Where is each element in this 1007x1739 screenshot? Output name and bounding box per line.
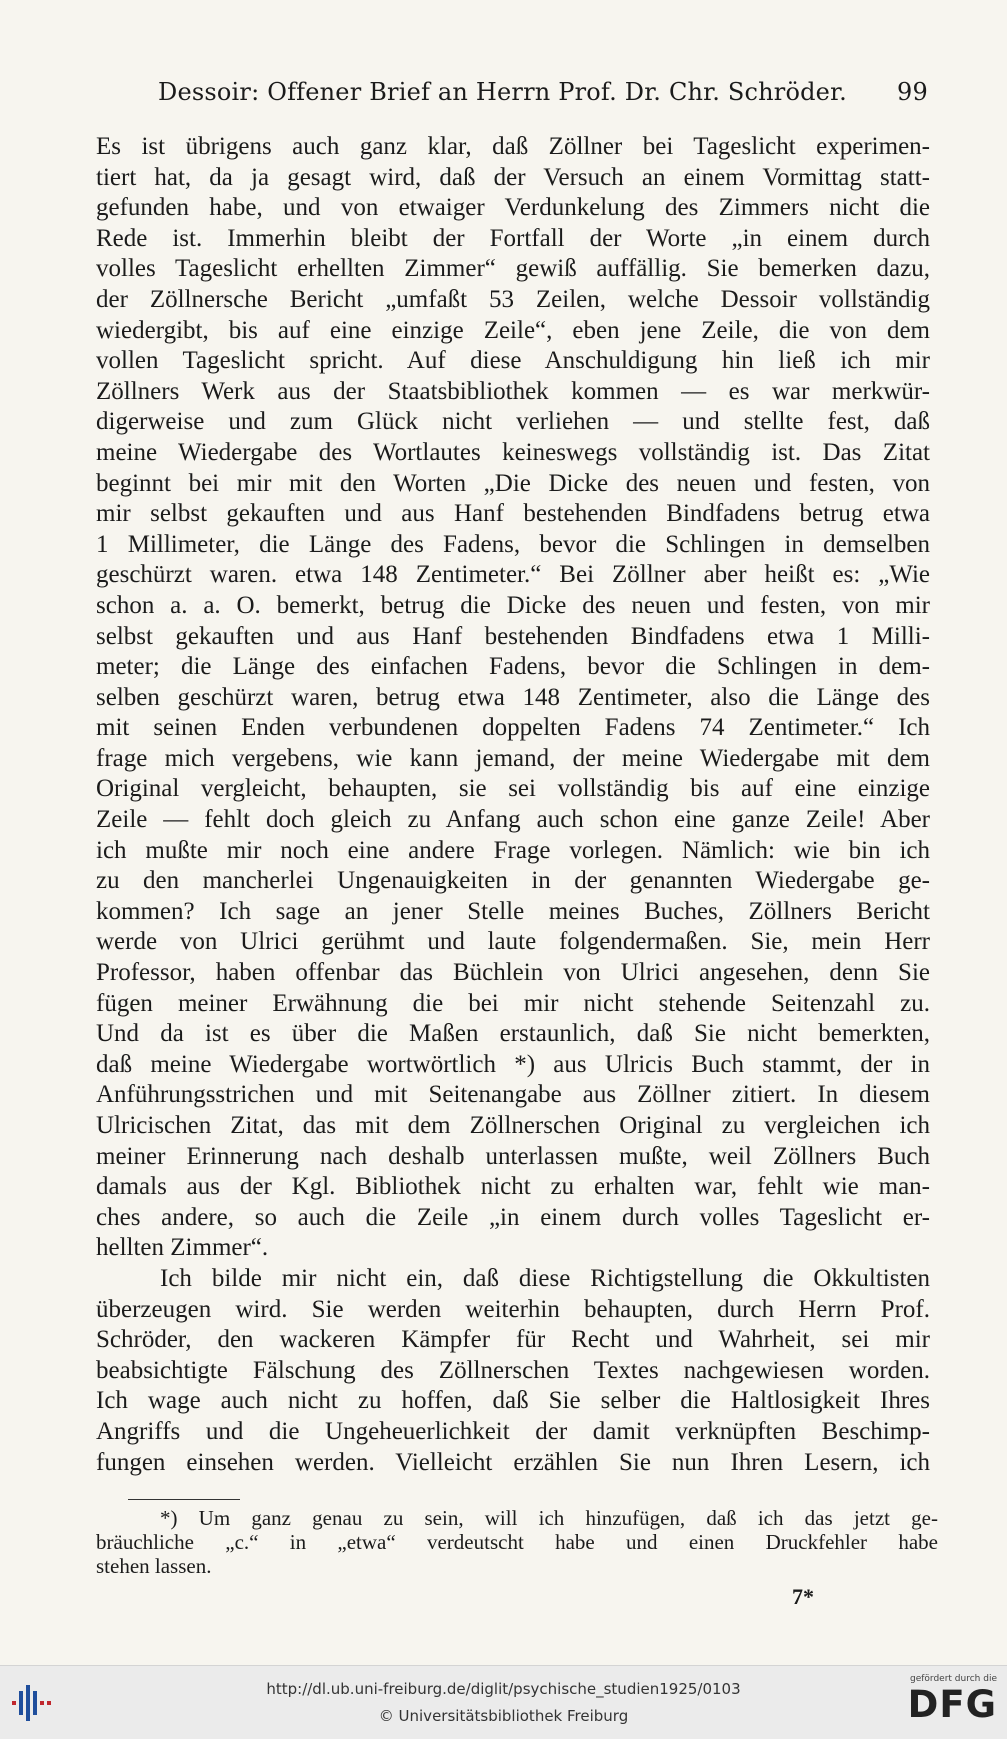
footnote-line: bräuchliche „c.“ in „etwa“ verdeutscht habe und einen Druckfehler habe	[96, 1530, 938, 1554]
signature-mark: 7*	[792, 1584, 814, 1609]
running-title: Dessoir: Offener Brief an Herrn Prof. Dr. Chr. Schröder.	[158, 78, 847, 106]
text-line: tiert hat, da ja gesagt wird, daß der Versuch an einem Vormittag statt-	[96, 163, 930, 191]
text-line: hellten Zimmer“.	[96, 1234, 269, 1262]
text-line: Professor, haben offenbar das Büchlein von Ulrici angesehen, denn Sie	[96, 959, 930, 987]
text-line: digerweise und zum Glück nicht verliehen — und stellte fest, daß	[96, 408, 930, 436]
text-line: Ulricischen Zitat, das mit dem Zöllnerschen Original zu vergleichen ich	[96, 1112, 930, 1139]
text-line: Anführungsstrichen und mit Seitenangabe aus Zöllner zitiert. In diesem	[96, 1081, 930, 1109]
text-line: Ich bilde mir nicht ein, daß diese Richtigstellung die Okkultisten	[160, 1264, 930, 1292]
text-line: ich mußte mir noch eine andere Frage vorlegen. Nämlich: wie bin ich	[96, 836, 930, 864]
text-line: meiner Erinnerung nach deshalb unterlassen mußte, weil Zöllners Buch	[96, 1142, 930, 1170]
text-line: Original vergleicht, behaupten, sie sei vollständig bis auf eine einzige	[96, 775, 930, 803]
text-line: Schröder, den wackeren Kämpfer für Recht und Wahrheit, sei mir	[96, 1326, 930, 1354]
permalink-url[interactable]: http://dl.ub.uni-freiburg.de/diglit/psychische_studien1925/0103	[266, 1680, 741, 1698]
body-text	[96, 132, 930, 1478]
text-line: damals aus der Kgl. Bibliothek nicht zu erhalten war, fehlt wie man-	[96, 1173, 930, 1201]
text-line: frage mich vergebens, wie kann jemand, der meine Wiedergabe mit dem	[96, 744, 930, 772]
text-line: fungen einsehen werden. Vielleicht erzählen Sie nun Ihren Lesern, ich	[96, 1448, 930, 1476]
text-line: Ich wage auch nicht zu hoffen, daß Sie selber die Haltlosigkeit Ihres	[96, 1387, 930, 1415]
page-number: 99	[897, 78, 928, 106]
text-line: ches andere, so auch die Zeile „in einem durch volles Tageslicht er-	[96, 1203, 930, 1231]
text-line: Angriffs und die Ungeheuerlichkeit der damit verknüpften Beschimp-	[96, 1417, 930, 1445]
text-line: mit seinen Enden verbundenen doppelten Fadens 74 Zentimeter.“ Ich	[96, 714, 930, 742]
text-line: werde von Ulrici gerühmt und laute folgendermaßen. Sie, mein Herr	[96, 928, 930, 956]
text-line: kommen? Ich sage an jener Stelle meines Buches, Zöllners Bericht	[96, 897, 930, 925]
text-line: beginnt bei mir mit den Worten „Die Dicke des neuen und festen, von	[96, 469, 930, 497]
text-line: Es ist übrigens auch ganz klar, daß Zöllner bei Tageslicht experimen-	[96, 133, 930, 160]
footnote	[96, 1506, 938, 1578]
footnote-line: *) Um ganz genau zu sein, will ich hinzufügen, daß ich das jetzt ge-	[160, 1506, 938, 1530]
text-line: geschürzt waren. etwa 148 Zentimeter.“ Bei Zöllner aber heißt es: „Wie	[96, 561, 930, 589]
text-line: schon a. a. O. bemerkt, betrug die Dicke des neuen und festen, von mir	[96, 591, 930, 619]
footnote-divider	[128, 1499, 240, 1500]
text-line: Und da ist es über die Maßen erstaunlich, daß Sie nicht bemerkten,	[96, 1020, 930, 1048]
copyright-notice: © Universitätsbibliothek Freiburg	[378, 1707, 629, 1725]
text-line: gefunden habe, und von etwaiger Verdunkelung des Zimmers nicht die	[96, 194, 930, 222]
text-line: beabsichtigte Fälschung des Zöllnerschen Textes nachgewiesen worden.	[96, 1356, 930, 1384]
text-line: daß meine Wiedergabe wortwörtlich *) aus Ulricis Buch stammt, der in	[96, 1050, 930, 1078]
text-line: mir selbst gekauften und aus Hanf bestehenden Bindfadens betrug etwa	[96, 500, 930, 528]
text-line: 1 Millimeter, die Länge des Fadens, bevor die Schlingen in demselben	[96, 530, 930, 558]
text-line: zu den mancherlei Ungenauigkeiten in der genannten Wiedergabe ge-	[96, 867, 930, 895]
dfg-logo: DFG	[907, 1683, 997, 1726]
text-line: selbst gekauften und aus Hanf bestehenden Bindfadens etwa 1 Milli-	[96, 622, 930, 650]
text-line: Zöllners Werk aus der Staatsbibliothek kommen — es war merkwür-	[96, 377, 930, 405]
text-line: fügen meiner Erwähnung die bei mir nicht stehende Seitenzahl zu.	[96, 989, 930, 1017]
text-line: überzeugen wird. Sie werden weiterhin behaupten, durch Herrn Prof.	[96, 1295, 930, 1323]
footnote-line: stehen lassen.	[96, 1554, 212, 1578]
footer-bar	[0, 1665, 1007, 1739]
text-line: meter; die Länge des einfachen Fadens, bevor die Schlingen in dem-	[96, 653, 930, 681]
text-line: Rede ist. Immerhin bleibt der Fortfall der Worte „in einem durch	[96, 224, 930, 252]
text-line: der Zöllnersche Bericht „umfaßt 53 Zeilen, welche Dessoir vollständig	[96, 285, 930, 313]
text-line: wiedergibt, bis auf eine einzige Zeile“, eben jene Zeile, die von dem	[96, 316, 930, 344]
text-line: Zeile — fehlt doch gleich zu Anfang auch schon eine ganze Zeile! Aber	[96, 806, 930, 834]
text-line: vollen Tageslicht spricht. Auf diese Anschuldigung hin ließ ich mir	[96, 347, 930, 375]
text-line: meine Wiedergabe des Wortlautes keineswegs vollständig ist. Das Zitat	[96, 438, 930, 466]
text-line: selben geschürzt waren, betrug etwa 148 Zentimeter, also die Länge des	[96, 683, 930, 711]
text-line: volles Tageslicht erhellten Zimmer“ gewiß auffällig. Sie bemerken dazu,	[96, 255, 930, 283]
dfg-sponsor	[897, 1674, 997, 1734]
funded-by-label: gefördert durch die	[910, 1674, 997, 1684]
